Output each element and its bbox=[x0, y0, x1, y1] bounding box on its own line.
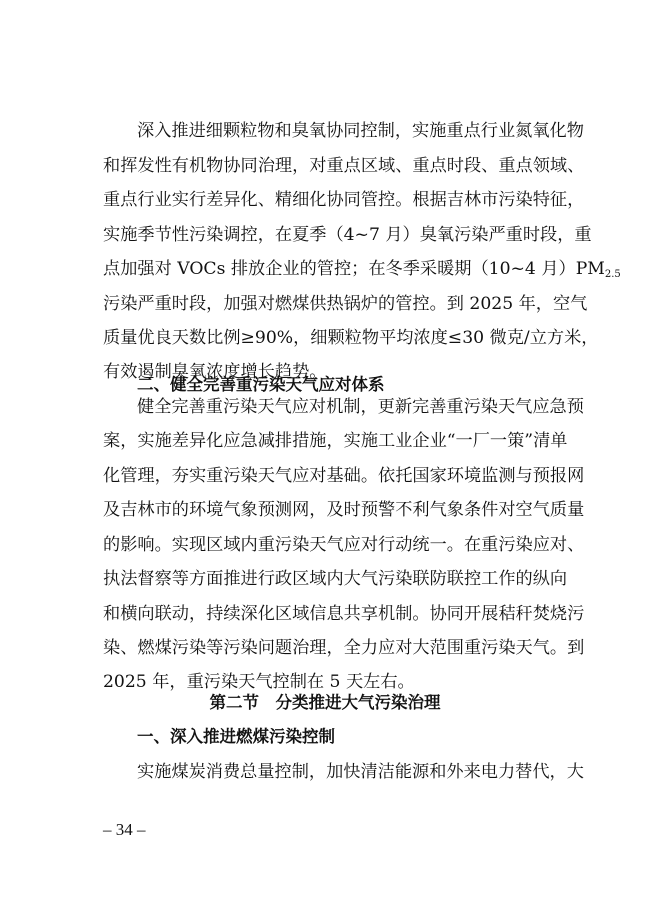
paragraph-line: 和挥发性有机物协同治理，对重点区域、重点时段、重点领域、 bbox=[103, 156, 585, 176]
paragraph-line: 化管理，夯实重污染天气应对基础。依托国家环境监测与预报网 bbox=[103, 466, 585, 486]
paragraph-line bbox=[103, 254, 621, 284]
paragraph-line: 执法督察等方面推进行政区域内大气污染联防联控工作的纵向 bbox=[103, 569, 568, 589]
section-title: 第二节 分类推进大气污染治理 bbox=[209, 693, 441, 712]
paragraph-line: 的影响。实现区域内重污染天气应对行动统一。在重污染应对、 bbox=[103, 535, 585, 555]
paragraph-line: 实施煤炭消费总量控制，加快清洁能源和外来电力替代，大 bbox=[137, 762, 584, 782]
pm-subscript: 2.5 bbox=[604, 269, 621, 280]
paragraph-line: 污染严重时段，加强对燃煤供热锅炉的管控。到 2025 年，空气 bbox=[103, 294, 588, 314]
paragraph-line: 染、燃煤污染等污染问题治理，全力应对大范围重污染天气。到 bbox=[103, 638, 585, 658]
paragraph-line: 及吉林市的环境气象预测网，及时预警不利气象条件对空气质量 bbox=[103, 500, 585, 520]
paragraph-line: 质量优良天数比例≥90%，细颗粒物平均浓度≤30 微克/立方米， bbox=[103, 328, 599, 348]
section-heading: 一、深入推进燃煤污染控制 bbox=[137, 727, 335, 746]
paragraph-line: 2025 年，重污染天气控制在 5 天左右。 bbox=[103, 672, 415, 692]
page-number: – 34 – bbox=[103, 820, 146, 839]
paragraph-line: 实施季节性污染调控，在夏季（4~7 月）臭氧污染严重时段，重 bbox=[103, 225, 592, 245]
paragraph-line: 重点行业实行差异化、精细化协同管控。根据吉林市污染特征， bbox=[103, 190, 585, 210]
paragraph-line-text: 点加强对 VOCs 排放企业的管控；在冬季采暖期（10~4 月）PM bbox=[103, 259, 605, 279]
paragraph-line: 有效遏制臭氧浓度增长趋势。 bbox=[103, 362, 327, 382]
paragraph-line: 案，实施差异化应急减排措施，实施工业企业“一厂一策”清单 bbox=[103, 431, 568, 451]
paragraph-line: 健全完善重污染天气应对机制，更新完善重污染天气应急预 bbox=[137, 397, 584, 417]
section-heading: 二、健全完善重污染天气应对体系 bbox=[137, 375, 385, 394]
paragraph-line: 和横向联动，持续深化区域信息共享机制。协同开展秸秆焚烧污 bbox=[103, 604, 585, 624]
paragraph-line: 深入推进细颗粒物和臭氧协同控制，实施重点行业氮氧化物 bbox=[137, 121, 584, 141]
